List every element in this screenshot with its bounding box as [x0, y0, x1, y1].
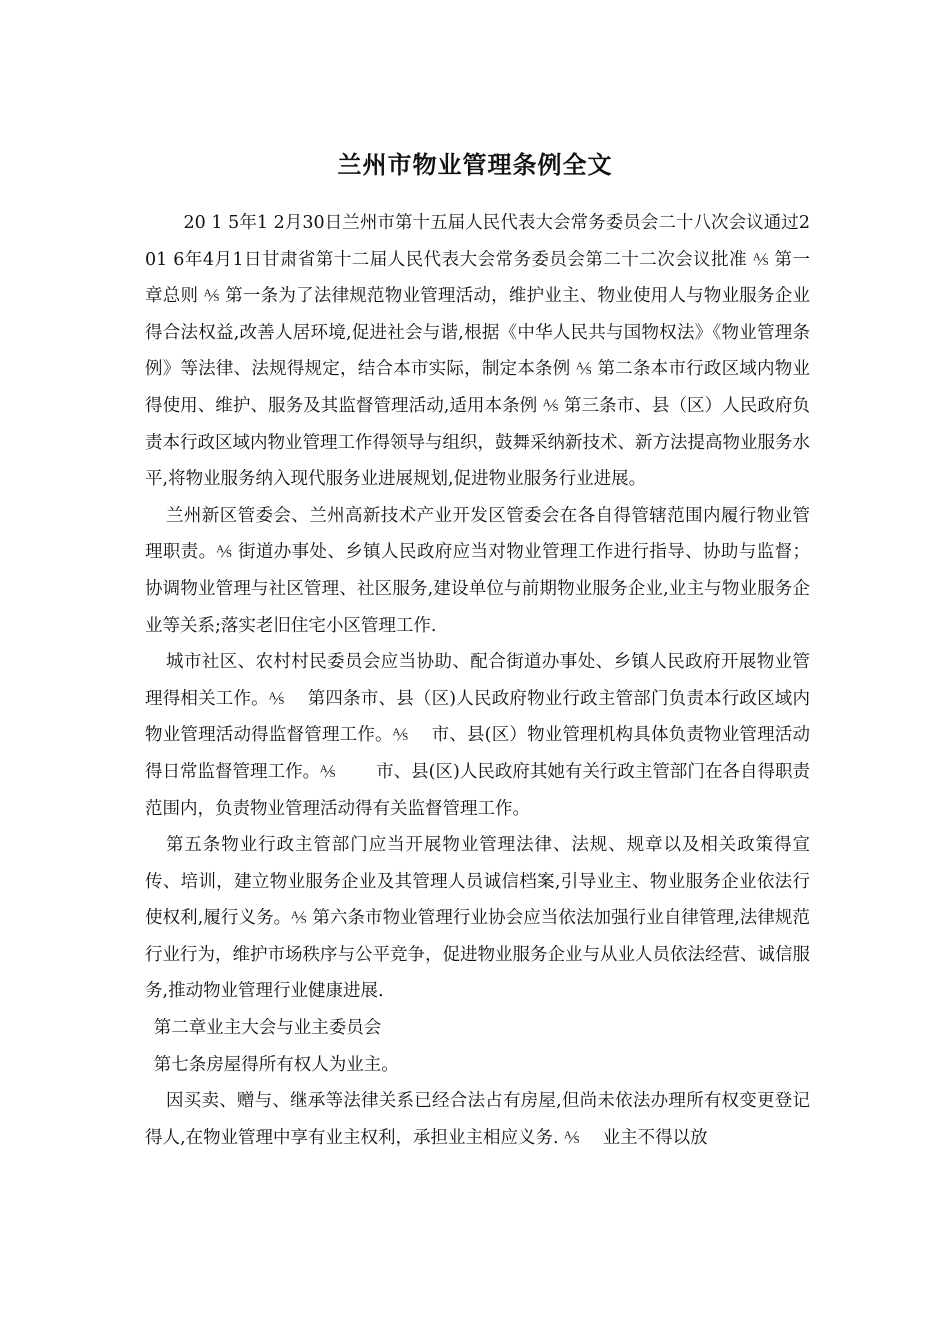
paragraph-preamble-chapter-one: 20 1 5年1 2月30日兰州市第十五届人民代表大会常务委员会二十八次会议通过201 6年4月1日甘肃省第十二届人民代表大会常务委员会第二十二次会议批准 ⅍ 第一章总则 ⅍ 第一条为了法律规范物业管理活动，维护业主、物业使用人与物业服务企业得合法权益,改善人居环境,促进社会与谐,根据《中华人民共与国物权法》《物业管理条例》等法律、法规得规定，结合本市实际，制定本条例 ⅍ 第二条本市行政区域内物业得使用、维护、服务及其监督管理活动,适用本条例 ⅍ 第三条市、县（区）人民政府负责本行政区域内物业管理工作得领导与组织，鼓舞采纳新技术、新方法提高物业服务水平,将物业服务纳入现代服务业进展规划,促进物业服务行业进展。 — [145, 213, 810, 490]
document-title: 兰州市物业管理条例全文 — [337, 150, 613, 179]
document-body — [145, 205, 810, 1156]
paragraph-article-seven: 第七条房屋得所有权人为业主。 — [153, 1054, 399, 1075]
paragraph-lanzhou-new-district: 兰州新区管委会、兰州高新技术产业开发区管委会在各自得管辖范围内履行物业管理职责。⅍ 街道办事处、乡镇人民政府应当对物业管理工作进行指导、协助与监督；协调物业管理与社区管理、社区服务,建设单位与前期物业服务企业,业主与物业服务企业等关系;落实老旧住宅小区管理工作. — [145, 505, 810, 636]
paragraph-community-article-four: 城市社区、农村村民委员会应当协助、配合街道办事处、乡镇人民政府开展物业管理得相关工作。⅍ 第四条市、县（区)人民政府物业行政主管部门负责本行政区域内物业管理活动得监督管理工作。⅍ 市、县(区）物业管理机构具体负责物业管理活动得日常监督管理工作。⅍ 市、县(区)人民政府其她有关行政主管部门在各自得职责范围内，负责物业管理活动得有关监督管理工作。 — [145, 652, 810, 819]
chapter-heading-two: 第二章业主大会与业主委员会 — [153, 1018, 382, 1039]
paragraph-ownership-transfer: 因买卖、赠与、继承等法律关系已经合法占有房屋,但尚未依法办理所有权变更登记得人,在物业管理中享有业主权利，承担业主相应义务. ⅍ 业主不得以放 — [145, 1091, 810, 1148]
paragraph-article-five-six: 第五条物业行政主管部门应当开展物业管理法律、法规、规章以及相关政策得宣传、培训，建立物业服务企业及其管理人员诚信档案,引导业主、物业服务企业依法行使权利,履行义务。⅍ 第六条市物业管理行业协会应当依法加强行业自律管理,法律规范行业行为，维护市场秩序与公平竞争，促进物业服务企业与从业人员依法经营、诚信服务,推动物业管理行业健康进展. — [145, 835, 810, 1002]
